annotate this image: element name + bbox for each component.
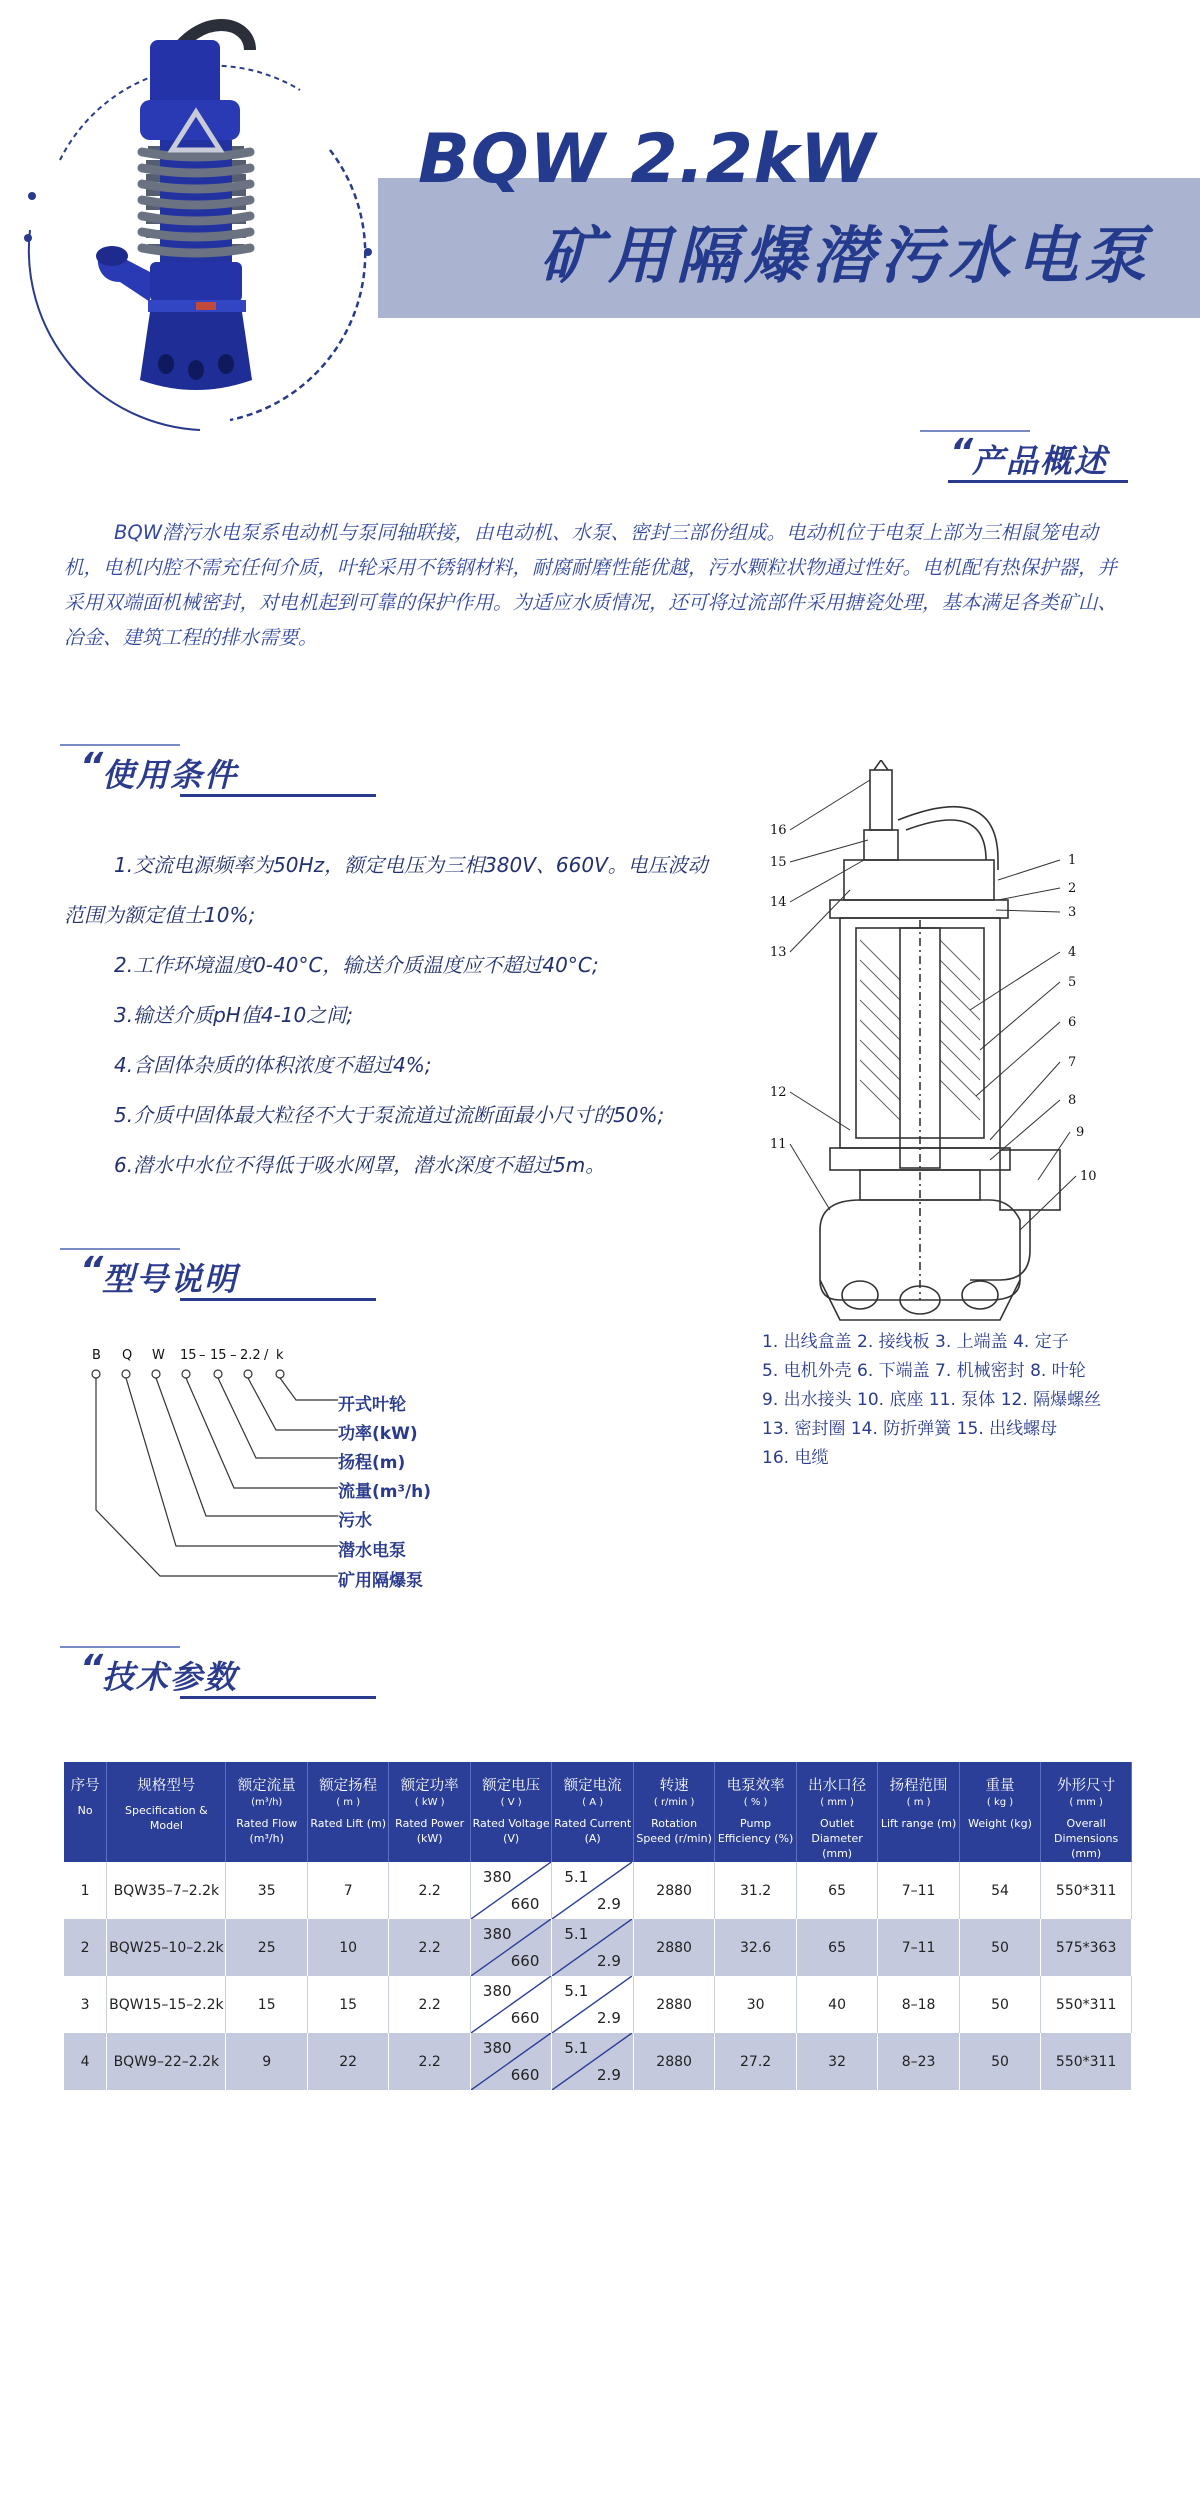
voltage-cell [470,1976,551,2033]
header-en: Rated Voltage (V) [472,1817,550,1845]
header-unit: ( mm ) [820,1797,854,1808]
table-header-cell [959,1762,1040,1862]
svg-text:16: 16 [770,823,787,838]
split-bottom-value: 2.9 [597,1952,621,1970]
svg-text:12: 12 [770,1085,787,1100]
tech-spec-table [64,1762,1132,2090]
header-unit: ( V ) [500,1797,522,1808]
tech-heading: “ 技术参数 [80,1652,300,1698]
header-unit: ( r/min ) [653,1797,695,1808]
table-cell-no: 4 [64,2033,107,2090]
model-label-submersible: 潜水电泵 [338,1541,406,1561]
table-cell-range: 8–18 [878,1976,959,2033]
table-cell-weight: 54 [959,1862,1040,1919]
table-header-row [64,1762,1132,1862]
split-top-value: 380 [482,1982,512,2000]
header-cn: 额定电流 [563,1778,622,1794]
table-header-cell [64,1762,107,1862]
header-en: Rotation Speed (r/min) [636,1817,712,1845]
model-label-sewage: 污水 [338,1511,372,1531]
model-label-lift: 扬程(m) [338,1453,406,1473]
parts-line: 13. 密封圈 14. 防折弹簧 15. 出线螺母 [762,1419,1058,1439]
quote-mark-icon: “ [80,1250,104,1291]
split-top-value: 5.1 [564,1925,589,1943]
condition-item: 范围为额定值士10%; [64,903,256,927]
split-top-value: 5.1 [564,1868,589,1886]
table-header-cell [389,1762,470,1862]
svg-text:1: 1 [1068,853,1077,868]
header-unit: ( m ) [336,1797,361,1808]
table-header-cell [226,1762,307,1862]
table-cell-flow: 25 [226,1919,307,1976]
table-cell-eff: 31.2 [715,1862,796,1919]
header-unit: ( kg ) [986,1797,1014,1808]
parts-line: 5. 电机外壳 6. 下端盖 7. 机械密封 8. 叶轮 [762,1361,1086,1381]
table-cell-model: BQW35–7–2.2k [107,1862,226,1919]
model-code-letter: 15 [210,1348,227,1363]
model-label-explosion-proof: 矿用隔爆泵 [338,1571,423,1591]
header-en: Specification & Model [125,1804,208,1832]
table-cell-power: 2.2 [389,1919,470,1976]
model-code-letter: Q [122,1348,133,1363]
header-en: Outlet Diameter (mm) [811,1817,863,1860]
header-en: Rated Current (A) [554,1817,632,1845]
split-top-value: 5.1 [564,1982,589,2000]
header-unit: ( A ) [582,1797,604,1808]
svg-text:11: 11 [770,1137,787,1152]
table-cell-range: 8–23 [878,2033,959,2090]
header-unit: ( mm ) [1069,1797,1103,1808]
quote-mark-icon: “ [80,746,104,787]
table-cell-lift: 10 [307,1919,388,1976]
table-row [64,1862,1132,1919]
model-code-letter: k [276,1348,284,1363]
condition-item: 4.含固体杂质的体积浓度不超过4%; [114,1053,432,1077]
conditions-heading: “ 使用条件 [80,750,300,796]
condition-item: 3.输送介质pH值4-10之间; [114,1003,353,1027]
current-cell [552,2033,633,2090]
table-header-cell [715,1762,796,1862]
table-cell-eff: 30 [715,1976,796,2033]
header-cn: 出水口径 [808,1778,867,1794]
table-row [64,1919,1132,1976]
header-cn: 序号 [70,1778,100,1794]
svg-text:6: 6 [1068,1015,1077,1030]
table-cell-model: BQW9–22–2.2k [107,2033,226,2090]
table-cell-flow: 9 [226,2033,307,2090]
table-cell-model: BQW15–15–2.2k [107,1976,226,2033]
header-en: Weight (kg) [968,1817,1032,1830]
table-cell-lift: 22 [307,2033,388,2090]
svg-text:3: 3 [1068,905,1077,920]
table-cell-outlet: 65 [796,1919,877,1976]
current-cell [552,1862,633,1919]
table-cell-speed: 2880 [633,1976,714,2033]
header-cn: 额定电压 [482,1778,541,1794]
table-row [64,1976,1132,2033]
table-cell-dim: 550*311 [1041,1976,1132,2033]
overview-text: BQW潜污水电泵系电动机与泵同轴联接，由电动机、水泵、密封三部份组成。电动机位于电泵上部为三相鼠笼电动机，电机内腔不需充任何介质，叶轮采用不锈钢材料，耐腐耐磨性能优越，污水颗粒状物通过性好。电机配有热保护器，并采用双端面机械密封，对电机起到可靠的保护作用。为适应水质情况，还可将过流部件采用搪瓷处理，基本满足各类矿山、冶金、建筑工程的排水需要。 [64,521,1118,649]
model-code-letter: / [264,1348,269,1363]
split-top-value: 380 [482,1868,512,1886]
model-code-letter: – [199,1348,206,1363]
svg-text:7: 7 [1068,1055,1077,1070]
table-header-cell [1041,1762,1132,1862]
svg-text:5: 5 [1068,975,1077,990]
split-bottom-value: 660 [510,2009,540,2027]
table-header-cell [307,1762,388,1862]
header-cn: 重量 [985,1778,1015,1794]
table-cell-model: BQW25–10–2.2k [107,1919,226,1976]
pump-cross-section-diagram [760,760,1120,1340]
header-unit: ( kW ) [414,1797,445,1808]
svg-text:9: 9 [1076,1125,1085,1140]
model-label-power: 功率(kW) [338,1424,418,1444]
table-cell-weight: 50 [959,1976,1040,2033]
quote-mark-icon: “ [80,1648,104,1689]
current-cell [552,1919,633,1976]
title-english: BQW 2.2kW [418,120,877,199]
table-header-cell [796,1762,877,1862]
svg-text:10: 10 [1080,1169,1097,1184]
table-cell-speed: 2880 [633,1862,714,1919]
table-header-cell [878,1762,959,1862]
svg-text:8: 8 [1068,1093,1077,1108]
svg-text:14: 14 [770,895,787,910]
model-code-letter: 2.2 [240,1348,261,1363]
pump-product-image [0,0,380,440]
svg-text:4: 4 [1068,945,1077,960]
split-top-value: 5.1 [564,2039,589,2057]
parts-legend [762,1328,1182,1473]
table-cell-power: 2.2 [389,1976,470,2033]
header-en: Lift range (m) [880,1817,957,1830]
table-cell-outlet: 65 [796,1862,877,1919]
header-unit: ( % ) [743,1797,768,1808]
split-bottom-value: 660 [510,1952,540,1970]
table-cell-outlet: 32 [796,2033,877,2090]
table-header-cell [470,1762,551,1862]
header-cn: 外形尺寸 [1057,1778,1116,1794]
condition-item: 6.潜水中水位不得低于吸水网罩，潜水深度不超过5m。 [114,1153,606,1177]
header-en: Rated Lift (m) [310,1817,387,1830]
split-top-value: 380 [482,2039,512,2057]
header-cn: 额定功率 [400,1778,459,1794]
svg-text:15: 15 [770,855,787,870]
quote-mark-icon: “ [950,432,974,473]
header-cn: 额定扬程 [319,1778,378,1794]
table-cell-lift: 15 [307,1976,388,2033]
parts-line: 9. 出水接头 10. 底座 11. 泵体 12. 隔爆螺丝 [762,1390,1102,1410]
table-cell-dim: 575*363 [1041,1919,1132,1976]
model-code-letter: W [152,1348,165,1363]
header-en: No [77,1804,93,1817]
parts-line: 1. 出线盒盖 2. 接线板 3. 上端盖 4. 定子 [762,1332,1069,1352]
table-cell-lift: 7 [307,1862,388,1919]
table-cell-power: 2.2 [389,1862,470,1919]
split-top-value: 380 [482,1925,512,1943]
table-cell-flow: 35 [226,1862,307,1919]
table-cell-eff: 27.2 [715,2033,796,2090]
table-header-cell [107,1762,226,1862]
table-cell-weight: 50 [959,2033,1040,2090]
header-en: Rated Flow (m³/h) [236,1817,298,1845]
table-cell-speed: 2880 [633,2033,714,2090]
table-cell-no: 3 [64,1976,107,2033]
voltage-cell [470,1919,551,1976]
current-cell [552,1976,633,2033]
svg-text:2: 2 [1068,881,1077,896]
table-cell-no: 2 [64,1919,107,1976]
voltage-cell [470,1862,551,1919]
table-header-cell [552,1762,633,1862]
table-cell-no: 1 [64,1862,107,1919]
table-cell-outlet: 40 [796,1976,877,2033]
header-cn: 扬程范围 [889,1778,948,1794]
split-bottom-value: 660 [510,1895,540,1913]
header-cn: 转速 [659,1778,689,1794]
overview-heading: “ 产品概述 [950,436,1130,482]
table-cell-power: 2.2 [389,2033,470,2090]
model-code-letter: B [92,1348,101,1363]
table-cell-dim: 550*311 [1041,1862,1132,1919]
voltage-cell [470,2033,551,2090]
table-row [64,2033,1132,2090]
parts-line: 16. 电缆 [762,1448,829,1468]
header-cn: 规格型号 [137,1778,196,1794]
condition-item: 5.介质中固体最大粒径不大于泵流道过流断面最小尺寸的50%; [114,1103,665,1127]
svg-text:13: 13 [770,945,787,960]
title-chinese: 矿用隔爆潜污水电泵 [540,219,1153,292]
model-heading: “ 型号说明 [80,1254,300,1300]
model-code-letter: 15 [180,1348,197,1363]
table-cell-range: 7–11 [878,1919,959,1976]
header-unit: (m³/h) [251,1797,283,1808]
model-code-letter: – [230,1348,237,1363]
split-bottom-value: 660 [510,2066,540,2084]
table-cell-dim: 550*311 [1041,2033,1132,2090]
model-code-leader-lines [80,1360,350,1590]
table-cell-flow: 15 [226,1976,307,2033]
header-en: Overall Dimensions (mm) [1054,1817,1119,1860]
model-label-impeller: 开式叶轮 [338,1395,406,1415]
header-en: Pump Efficiency (%) [717,1817,794,1845]
table-cell-weight: 50 [959,1919,1040,1976]
header-unit: ( m ) [906,1797,931,1808]
split-bottom-value: 2.9 [597,1895,621,1913]
header-cn: 额定流量 [237,1778,296,1794]
table-cell-speed: 2880 [633,1919,714,1976]
table-header-cell [633,1762,714,1862]
header-en: Rated Power (kW) [395,1817,465,1845]
model-label-flow: 流量(m³/h) [338,1482,432,1502]
table-cell-eff: 32.6 [715,1919,796,1976]
table-cell-range: 7–11 [878,1862,959,1919]
split-bottom-value: 2.9 [597,2066,621,2084]
split-bottom-value: 2.9 [597,2009,621,2027]
condition-item: 2.工作环境温度0-40°C，输送介质温度应不超过40°C; [114,953,599,977]
condition-item: 1.交流电源频率为50Hz，额定电压为三相380V、660V。电压波动 [114,853,708,877]
header-cn: 电泵效率 [726,1778,785,1794]
